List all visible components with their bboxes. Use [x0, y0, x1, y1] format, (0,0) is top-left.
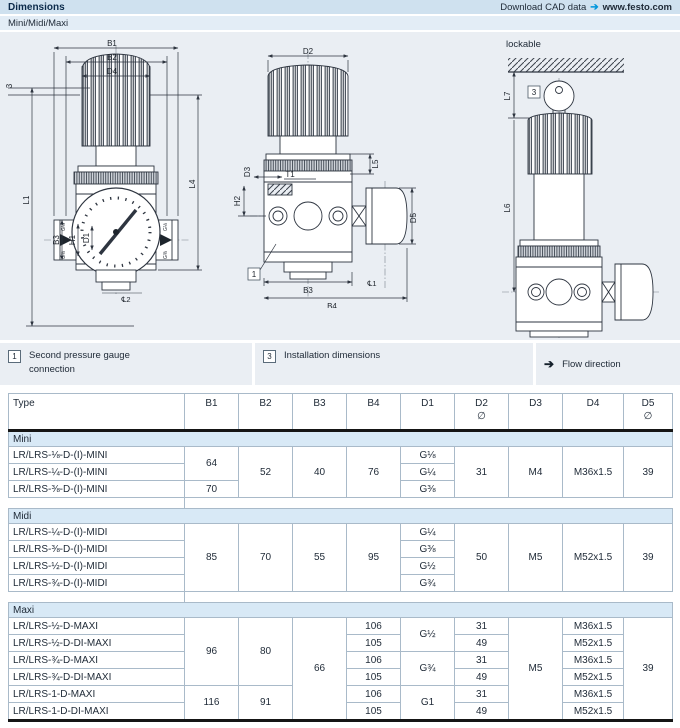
cad-label: Download CAD data	[500, 1, 587, 13]
value-cell: G1	[401, 686, 455, 721]
dim-label-d1: D1	[82, 232, 91, 244]
value-cell: 49	[455, 669, 509, 686]
value-cell: M52x1.5	[563, 524, 624, 592]
value-cell: 105	[347, 703, 401, 721]
section-title: Maxi	[9, 603, 673, 618]
dimensions-table-wrap	[8, 393, 672, 722]
dim-label-h2: H2	[233, 195, 242, 207]
value-cell: 49	[455, 703, 509, 721]
legend-item-1	[0, 343, 252, 385]
value-cell: 31	[455, 447, 509, 498]
value-cell: 39	[624, 447, 673, 498]
lockable-view-drawing	[446, 56, 676, 340]
diameter-symbol: ∅	[643, 411, 653, 422]
value-cell: 55	[293, 524, 347, 592]
gap-cell	[9, 498, 185, 509]
arrow-right-icon: ➔	[590, 1, 599, 13]
value-cell: G¾	[401, 652, 455, 686]
value-cell: 91	[239, 686, 293, 721]
value-cell: 95	[347, 524, 401, 592]
dim-label-d5: D5	[409, 212, 418, 224]
value-cell: 31	[455, 618, 509, 635]
value-cell: G⅜	[401, 481, 455, 498]
note-1-box: 1	[251, 270, 257, 279]
value-cell: 50	[455, 524, 509, 592]
value-cell: 80	[239, 618, 293, 686]
value-cell: M52x1.5	[563, 669, 624, 686]
value-cell: G¼	[401, 524, 455, 541]
type-cell: LR/LRS-½-D-MAXI	[9, 618, 185, 635]
value-cell: 49	[455, 635, 509, 652]
value-cell: 31	[455, 686, 509, 703]
type-cell: LR/LRS-¾-D-MAXI	[9, 652, 185, 669]
legend-item-3	[255, 343, 533, 385]
value-cell: 52	[239, 447, 293, 498]
dim-label-l7: L7	[503, 91, 512, 101]
front-view-drawing	[2, 38, 237, 338]
port-thread-label: G⅛	[61, 222, 67, 232]
legend-item-3-text: Installation dimensions	[284, 350, 381, 361]
col-header-d5: D5 ∅	[624, 394, 673, 431]
dim-label-l6: L6	[503, 203, 512, 213]
type-cell: LR/LRS-¾-D-(I)-MIDI	[9, 575, 185, 592]
type-cell: LR/LRS-½-D-DI-MAXI	[9, 635, 185, 652]
dim-label-h1: H1	[68, 234, 77, 246]
section-gap	[9, 592, 673, 603]
gap-cell	[9, 592, 185, 603]
value-cell: 39	[624, 618, 673, 721]
page-title: Dimensions	[8, 1, 65, 13]
value-cell: 105	[347, 669, 401, 686]
table-row	[9, 618, 673, 635]
cad-download	[500, 2, 672, 13]
dim-label-b2: B2	[107, 53, 117, 62]
section-gap	[9, 498, 673, 509]
festo-link[interactable]: www.festo.com	[602, 1, 672, 13]
col-header-d1: D1	[401, 394, 455, 431]
note-3-box: 3	[531, 88, 537, 97]
value-cell: 76	[347, 447, 401, 498]
legend-flow-text: Flow direction	[562, 358, 621, 370]
dimensions-table-body	[9, 431, 673, 721]
value-cell: 96	[185, 618, 239, 686]
note-3-marker: 3	[263, 350, 276, 363]
type-cell: LR/LRS-⅛-D-(I)-MINI	[9, 447, 185, 464]
col-header-type: Type	[9, 394, 185, 431]
port-thread-label: G⅛	[163, 222, 169, 232]
type-cell: LR/LRS-⅜-D-(I)-MINI	[9, 481, 185, 498]
centerline-label-1: ℄1	[367, 279, 377, 288]
section-title: Mini	[9, 431, 673, 447]
legend-item-1-text: Second pressure gauge connection	[29, 350, 130, 375]
gap-cell	[185, 592, 673, 603]
drawings-panel	[0, 32, 680, 340]
value-cell: 39	[624, 524, 673, 592]
value-cell: 64	[185, 447, 239, 481]
dim-label-d3: D3	[243, 166, 252, 178]
type-cell: LR/LRS-⅜-D-(I)-MIDI	[9, 541, 185, 558]
col-header-d3: D3	[509, 394, 563, 431]
subtitle-bar	[0, 16, 680, 30]
lockable-caption: lockable	[506, 39, 541, 50]
value-cell: 106	[347, 618, 401, 635]
dim-label-d4: D4	[106, 67, 118, 76]
value-cell: 70	[185, 481, 239, 498]
section-header-row	[9, 603, 673, 618]
col-header-b3: B3	[293, 394, 347, 431]
value-cell: M5	[509, 524, 563, 592]
value-cell: G½	[401, 618, 455, 652]
dim-label-l4: L4	[188, 179, 197, 189]
dim-label-b3: B3	[52, 235, 61, 245]
value-cell: M36x1.5	[563, 447, 624, 498]
type-cell: LR/LRS-¼-D-(I)-MIDI	[9, 524, 185, 541]
value-cell: 106	[347, 686, 401, 703]
gap-cell	[185, 498, 673, 509]
diameter-symbol: ∅	[477, 411, 486, 422]
dimensions-table	[8, 393, 673, 722]
value-cell: 116	[185, 686, 239, 721]
col-header-b1: B1	[185, 394, 239, 431]
col-header-b2: B2	[239, 394, 293, 431]
dim-label-plate3: 3	[5, 83, 14, 89]
port-thread-label: G⅜	[163, 250, 169, 260]
port-thread-label: G⅜	[61, 250, 67, 260]
section-header-row	[9, 431, 673, 447]
value-cell: M36x1.5	[563, 686, 624, 703]
value-cell: 106	[347, 652, 401, 669]
col-header-b4: B4	[347, 394, 401, 431]
value-cell: G⅛	[401, 447, 455, 464]
value-cell: M4	[509, 447, 563, 498]
col-header-d2: D2 ∅	[455, 394, 509, 431]
type-cell: LR/LRS-½-D-(I)-MIDI	[9, 558, 185, 575]
dim-label-l1: L1	[22, 195, 31, 205]
type-cell: LR/LRS-1-D-DI-MAXI	[9, 703, 185, 721]
value-cell: G½	[401, 558, 455, 575]
table-row	[9, 447, 673, 464]
dim-label-b4: B4	[327, 302, 337, 308]
value-cell: 70	[239, 524, 293, 592]
type-cell: LR/LRS-¾-D-DI-MAXI	[9, 669, 185, 686]
legend-band	[0, 343, 680, 385]
flow-arrow-icon: ➔	[544, 357, 555, 371]
col-header-d4: D4	[563, 394, 624, 431]
value-cell: 85	[185, 524, 239, 592]
value-cell: 105	[347, 635, 401, 652]
value-cell: M5	[509, 618, 563, 721]
value-cell: 31	[455, 652, 509, 669]
dim-label-t1: T1	[285, 170, 295, 179]
table-row	[9, 524, 673, 541]
value-cell: M52x1.5	[563, 703, 624, 721]
table-header-row	[9, 394, 673, 431]
value-cell: G¼	[401, 464, 455, 481]
section-title: Midi	[9, 509, 673, 524]
value-cell: G⅜	[401, 541, 455, 558]
centerline-label-2: ℄2	[121, 295, 131, 304]
note-1-marker: 1	[8, 350, 21, 363]
value-cell: M36x1.5	[563, 618, 624, 635]
legend-flow-direction	[536, 343, 680, 385]
dim-label-b3-side: B3	[303, 286, 313, 295]
value-cell: 66	[293, 618, 347, 721]
dim-label-b1: B1	[107, 39, 117, 48]
value-cell: G¾	[401, 575, 455, 592]
type-cell: LR/LRS-1-D-MAXI	[9, 686, 185, 703]
value-cell: 40	[293, 447, 347, 498]
page-header-bar	[0, 0, 680, 14]
value-cell: M36x1.5	[563, 652, 624, 669]
dim-label-l5: L5	[371, 159, 380, 169]
side-view-drawing	[220, 46, 420, 308]
dim-label-d2: D2	[302, 47, 314, 56]
section-header-row	[9, 509, 673, 524]
page-subtitle: Mini/Midi/Maxi	[8, 17, 69, 29]
value-cell: M52x1.5	[563, 635, 624, 652]
type-cell: LR/LRS-¼-D-(I)-MINI	[9, 464, 185, 481]
